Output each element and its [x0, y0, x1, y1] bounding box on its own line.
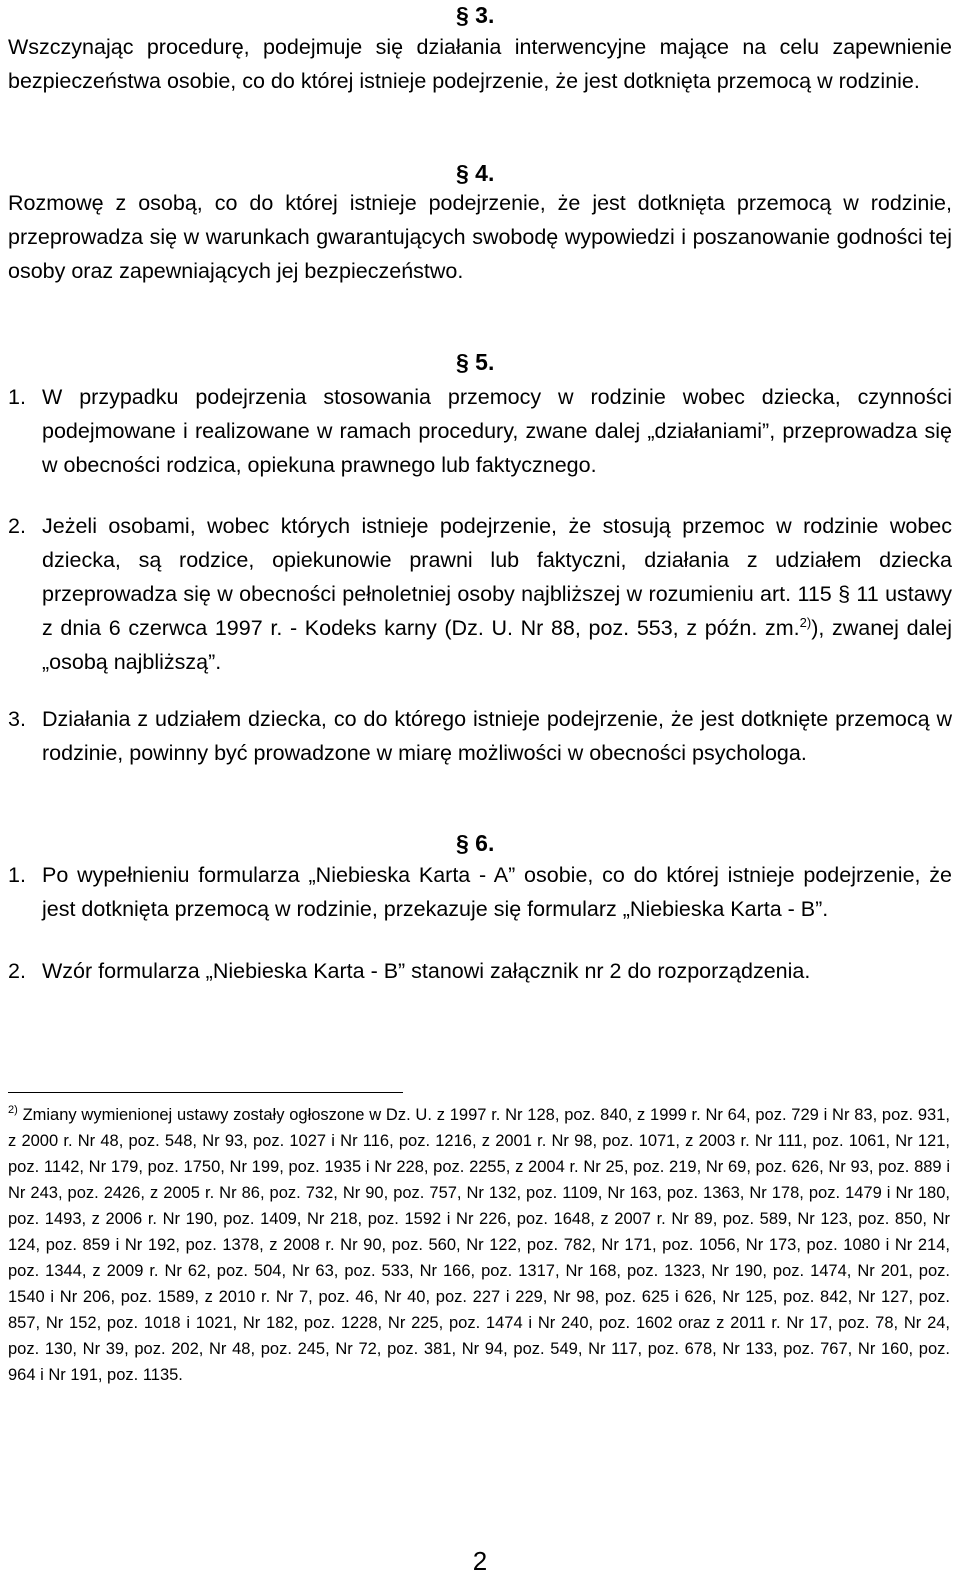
page-number: 2 [472, 1546, 488, 1576]
section-4-heading: § 4. [456, 160, 495, 186]
item-text: Działania z udziałem dziecka, co do którego istnieje podejrzenie, że jest dotknięte przemocą w rodzinie, powinny być prowadzone w miarę możliwości w obecności psychologa. [42, 707, 952, 765]
section-6-item-1 [8, 858, 952, 926]
footnote [8, 1102, 950, 1388]
item-text: W przypadku podejrzenia stosowania przemocy w rodzinie wobec dziecka, czynności podejmowane i realizowane w ramach procedury, zwane dalej „działaniami”, przeprowadza się w obecności rodzica, opiekuna prawnego lub faktycznego. [42, 385, 952, 477]
item-number: 2. [8, 959, 26, 983]
item-number: 1. [8, 385, 26, 409]
item-text-part: Jeżeli osobami, wobec których istnieje podejrzenie, że stosują przemoc w rodzinie wobec dziecka, są rodzice, opiekunowie prawni lub faktyczni, działania z udziałem dziecka przeprowadza się w obecności pełnoletniej osoby najbliższej w rozumieniu art. 115 § 11 ustawy z dnia 6 czerwca 1997 r. - Kodeks karny (Dz. U. Nr 88, poz. 553, z późn. zm. [42, 514, 952, 640]
section-3-text: Wszczynając procedurę, podejmuje się działania interwencyjne mające na celu zapewnienie bezpieczeństwa osobie, co do której istnieje podejrzenie, że jest dotknięta przemocą w rodzinie. [8, 35, 952, 93]
section-5-item-3 [8, 702, 952, 770]
item-text [42, 509, 952, 679]
footnote-separator [8, 1092, 403, 1093]
footnote-marker: 2) [8, 1104, 18, 1116]
section-5-item-1 [8, 380, 952, 482]
section-6-item-2 [8, 954, 952, 988]
footnote-text: Zmiany wymienionej ustawy zostały ogłoszone w Dz. U. z 1997 r. Nr 128, poz. 840, z 1999 r. Nr 64, poz. 729 i Nr 83, poz. 931, z 2000 r. Nr 48, poz. 548, Nr 93, poz. 1027 i Nr 116, poz. 1216, z 2001 r. Nr 98, poz. 1071, z 2003 r. Nr 111, poz. 1061, Nr 121, poz. 1142, Nr 179, poz. 1750, Nr 199, poz. 1935 i Nr 228, poz. 2255, z 2004 r. Nr 25, poz. 219, Nr 69, poz. 626, Nr 93, poz. 889 i Nr 243, poz. 2426, z 2005 r. Nr 86, poz. 732, Nr 90, poz. 757, Nr 132, poz. 1109, Nr 163, poz. 1363, Nr 178, poz. 1479 i Nr 180, poz. 1493, z 2006 r. Nr 190, poz. 1409, Nr 218, poz. 1592 i Nr 226, poz. 1648, z 2007 r. Nr 89, poz. 589, Nr 123, poz. 850, Nr 124, poz. 859 i Nr 192, poz. 1378, z 2008 r. Nr 90, poz. 560, Nr 122, poz. 782, Nr 171, poz. 1056, Nr 173, poz. 1080 i Nr 214, poz. 1344, z 2009 r. Nr 62, poz. 504, Nr 63, poz. 533, Nr 166, poz. 1317, Nr 168, poz. 1323, Nr 190, poz. 1474, Nr 201, poz. 1540 i Nr 206, poz. 1589, z 2010 r. Nr 7, poz. 46, Nr 40, poz. 227 i 229, Nr 98, poz. 625 i 626, Nr 125, poz. 842, Nr 127, poz. 857, Nr 152, poz. 1018 i 1021, Nr 182, poz. 1228, Nr 225, poz. 1474 i Nr 240, poz. 1602 oraz z 2011 r. Nr 17, poz. 78, Nr 24, poz. 130, Nr 39, poz. 202, Nr 48, poz. 245, Nr 72, poz. 381, Nr 94, poz. 549, Nr 117, poz. 678, Nr 133, poz. 767, Nr 160, poz. 964 i Nr 191, poz. 1135. [8, 1106, 950, 1384]
section-5-item-2 [8, 509, 952, 679]
item-number: 3. [8, 707, 26, 731]
section-6-heading: § 6. [456, 830, 495, 856]
section-5-heading: § 5. [456, 349, 495, 375]
item-text-part: ), zwanej dalej „osobą najbliższą”. [42, 616, 952, 674]
item-text: Po wypełnieniu formularza „Niebieska Karta - A” osobie, co do której istnieje podejrzenie, że jest dotknięta przemocą w rodzinie, przekazuje się formularz „Niebieska Karta - B”. [42, 863, 952, 921]
section-3-heading: § 3. [456, 2, 495, 28]
item-number: 2. [8, 514, 26, 538]
item-text: Wzór formularza „Niebieska Karta - B” stanowi załącznik nr 2 do rozporządzenia. [42, 959, 811, 983]
footnote-reference: 2) [799, 615, 812, 630]
item-number: 1. [8, 863, 26, 887]
section-4-text: Rozmowę z osobą, co do której istnieje podejrzenie, że jest dotknięta przemocą w rodzinie, przeprowadza się w warunkach gwarantujących swobodę wypowiedzi i poszanowanie godności tej osoby oraz zapewniających jej bezpieczeństwo. [8, 191, 952, 283]
